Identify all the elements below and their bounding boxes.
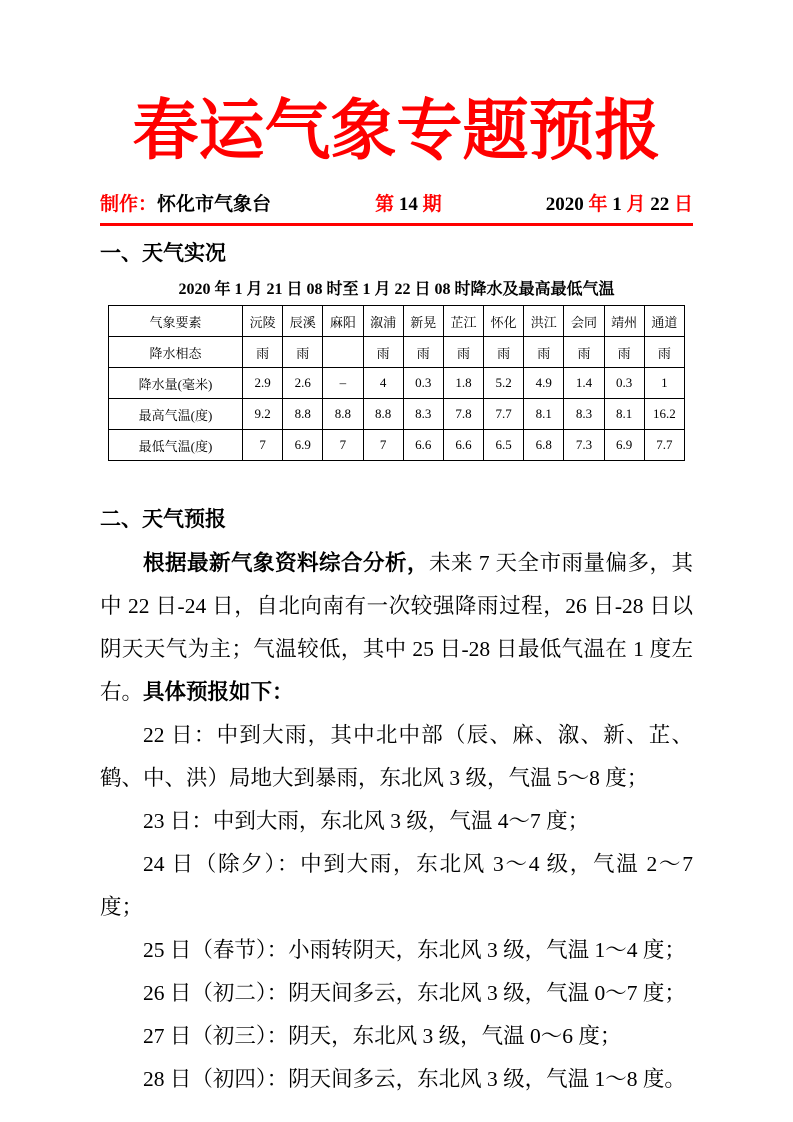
table-cell: 9.2 — [243, 399, 283, 430]
table-header-cell: 溆浦 — [363, 306, 403, 337]
table-cell: 雨 — [243, 337, 283, 368]
table-cell: 4.9 — [524, 368, 564, 399]
table-header-label: 气象要素 — [109, 306, 243, 337]
table-cell: 8.3 — [564, 399, 604, 430]
text-segment: 具体预报如下： — [143, 679, 294, 704]
table-cell: 4 — [363, 368, 403, 399]
forecast-item: 27 日（初三）：阴天，东北风 3 级，气温 0～6 度； — [143, 1023, 622, 1048]
table-row — [109, 399, 685, 430]
table-cell: 0.3 — [403, 368, 443, 399]
table-cell: 雨 — [403, 337, 443, 368]
text-segment: 第 — [375, 194, 399, 216]
row-label: 降水相态 — [109, 337, 243, 368]
table-cell: 1.8 — [443, 368, 483, 399]
text-segment: 22 — [645, 194, 674, 216]
text-segment: 1 — [607, 194, 627, 216]
text-segment: 怀化市气象台 — [157, 194, 272, 216]
table-cell: 0.3 — [604, 368, 644, 399]
issue-date-text — [546, 189, 693, 216]
table-cell: 6.9 — [283, 430, 323, 461]
table-header-cell: 新晃 — [403, 306, 443, 337]
table-cell: 8.1 — [604, 399, 644, 430]
table-cell: 1 — [644, 368, 684, 399]
table-cell: 雨 — [644, 337, 684, 368]
row-label: 最低气温(度) — [109, 430, 243, 461]
table-cell: 8.8 — [323, 399, 363, 430]
table-header-cell: 辰溪 — [283, 306, 323, 337]
table-header-cell: 麻阳 — [323, 306, 363, 337]
table-cell: 雨 — [604, 337, 644, 368]
table-header-cell: 洪江 — [524, 306, 564, 337]
masthead-line — [100, 189, 693, 216]
text-segment: 月 — [626, 194, 646, 216]
forecast-intro-paragraph — [100, 542, 693, 714]
table-cell: 7 — [323, 430, 363, 461]
table-cell: 7 — [243, 430, 283, 461]
text-segment: 根据最新气象资料综合分析， — [143, 550, 429, 575]
table-header-cell: 芷江 — [443, 306, 483, 337]
forecast-item: 23 日：中到大雨，东北风 3 级，气温 4～7 度； — [143, 808, 590, 833]
table-row — [109, 337, 685, 368]
forecast-item: 22 日：中到大雨，其中北中部（辰、麻、溆、新、芷、鹤、中、洪）局地大到暴雨，东北风 3 级，气温 5～8 度； — [100, 722, 693, 790]
table-cell: 8.1 — [524, 399, 564, 430]
table-header-cell: 靖州 — [604, 306, 644, 337]
table-header-cell: 沅陵 — [243, 306, 283, 337]
table-cell: 16.2 — [644, 399, 684, 430]
table-cell: 6.8 — [524, 430, 564, 461]
table-cell: 8.3 — [403, 399, 443, 430]
table-cell: 2.9 — [243, 368, 283, 399]
text-segment: 2020 — [545, 194, 589, 216]
table-cell: 5.2 — [484, 368, 524, 399]
forecast-item: 25 日（春节）：小雨转阴天，东北风 3 级，气温 1～4 度； — [143, 937, 686, 962]
text-segment: 日 — [673, 194, 693, 216]
table-cell: 6.5 — [484, 430, 524, 461]
table-row — [109, 430, 685, 461]
table-cell: 1.4 — [564, 368, 604, 399]
table-cell: 6.6 — [403, 430, 443, 461]
row-label: 降水量(毫米) — [109, 368, 243, 399]
weather-observation-table — [108, 305, 685, 461]
table-body — [109, 337, 685, 461]
masthead-divider-rule — [100, 223, 693, 226]
producer-text — [100, 189, 271, 216]
forecast-item: 28 日（初四）：阴天间多云，东北风 3 级，气温 1～8 度。 — [143, 1066, 686, 1091]
table-cell: 6.6 — [443, 430, 483, 461]
text-segment: 年 — [588, 194, 608, 216]
table-cell: 雨 — [484, 337, 524, 368]
table-cell: – — [323, 368, 363, 399]
text-segment: 期 — [417, 194, 442, 216]
section1-heading: 一、天气实况 — [100, 241, 226, 266]
forecast-item: 24 日（除夕）：中到大雨，东北风 3～4 级，气温 2～7 度； — [100, 851, 693, 919]
forecast-list — [100, 714, 693, 1101]
document-title: 春运气象专题预报 — [132, 95, 661, 168]
table-cell: 7.8 — [443, 399, 483, 430]
table-cell — [323, 337, 363, 368]
table-header-row — [109, 306, 685, 337]
table-header-cell: 怀化 — [484, 306, 524, 337]
table-cell: 雨 — [443, 337, 483, 368]
text-segment: 14 — [398, 194, 418, 216]
table-cell: 雨 — [363, 337, 403, 368]
table-header-cell: 会同 — [564, 306, 604, 337]
section2-heading: 二、天气预报 — [100, 507, 226, 532]
table-cell: 7 — [363, 430, 403, 461]
table-cell: 雨 — [524, 337, 564, 368]
table-cell: 8.8 — [283, 399, 323, 430]
table-cell: 2.6 — [283, 368, 323, 399]
table-cell: 7.7 — [644, 430, 684, 461]
table-cell: 雨 — [564, 337, 604, 368]
table-cell: 6.9 — [604, 430, 644, 461]
weather-table-title: 2020 年 1 月 21 日 08 时至 1 月 22 日 08 时降水及最高最低气温 — [178, 281, 615, 299]
table-cell: 雨 — [283, 337, 323, 368]
forecast-item: 26 日（初二）：阴天间多云，东北风 3 级，气温 0～7 度； — [143, 980, 686, 1005]
text-segment: 未来 7 天全市雨量偏多，其中 22 日-24 日，自北向南有一次较强降雨过程，26 日-28 日以阴天天气为主；气温较低，其中 25 日-28 日最低气温在 1 度左右。 — [100, 550, 693, 704]
table-cell: 7.7 — [484, 399, 524, 430]
table-header-cell: 通道 — [644, 306, 684, 337]
row-label: 最高气温(度) — [109, 399, 243, 430]
text-segment: 制作： — [100, 194, 158, 216]
table-cell: 7.3 — [564, 430, 604, 461]
table-row — [109, 368, 685, 399]
table-cell: 8.8 — [363, 399, 403, 430]
issue-number-text — [375, 189, 442, 216]
